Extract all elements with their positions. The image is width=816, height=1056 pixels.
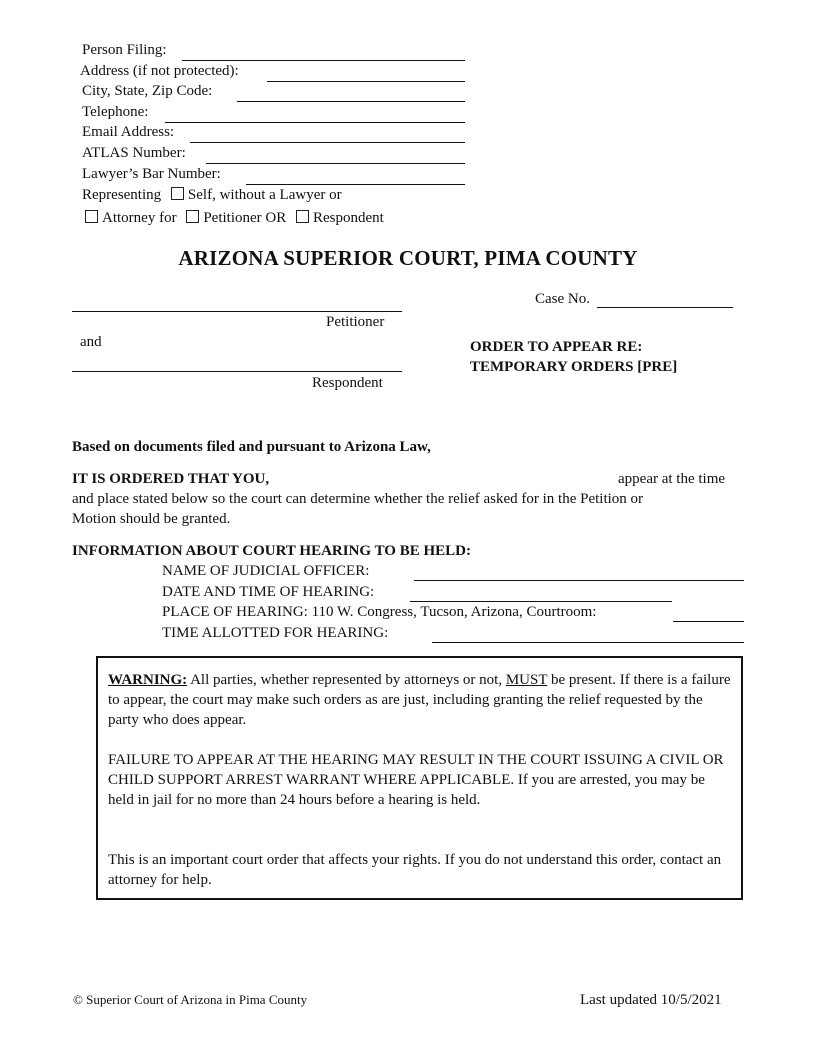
respondent-caption: Respondent — [312, 375, 383, 391]
self-checkbox[interactable] — [171, 187, 184, 200]
appear-text: appear at the time — [618, 471, 726, 487]
respondent-label: Respondent — [312, 210, 384, 226]
must-text: MUST — [505, 672, 548, 688]
respondent-name-field[interactable] — [72, 371, 402, 372]
warning-label: WARNING: — [108, 672, 188, 688]
respondent-checkbox[interactable] — [296, 210, 309, 223]
city-label: City, State, Zip Code: — [82, 83, 213, 99]
body-line-2: and place stated below so the court can determine whether the relief asked for in the Petition or — [72, 491, 644, 507]
judicial-officer-label: NAME OF JUDICIAL OFFICER: — [162, 563, 370, 579]
telephone-field[interactable] — [165, 122, 465, 123]
party-row — [85, 210, 384, 227]
case-no-label: Case No. — [535, 291, 590, 307]
person-filing-label: Person Filing: — [82, 42, 167, 58]
self-label: Self, without a Lawyer or — [187, 187, 342, 203]
warning-text-a: All parties, whether represented by attorneys or not, — [187, 672, 506, 688]
based-on-text: Based on documents filed and pursuant to Arizona Law, — [72, 439, 431, 455]
footer-updated: Last updated 10/5/2021 — [580, 992, 722, 1008]
time-allotted-field[interactable] — [432, 642, 744, 643]
footer-copyright: © Superior Court of Arizona in Pima County — [73, 992, 308, 1007]
bar-number-label: Lawyer’s Bar Number: — [82, 166, 221, 182]
body-line-3: Motion should be granted. — [72, 511, 231, 527]
email-label: Email Address: — [82, 124, 175, 140]
city-field[interactable] — [237, 101, 465, 102]
place-label: PLACE OF HEARING: 110 W. Congress, Tucson, Arizona, Courtroom: — [162, 604, 597, 620]
court-title: ARIZONA SUPERIOR COURT, PIMA COUNTY — [178, 246, 638, 270]
atlas-field[interactable] — [206, 163, 465, 164]
hearing-heading: INFORMATION ABOUT COURT HEARING TO BE HELD: — [72, 543, 471, 559]
representing-row — [82, 187, 342, 204]
person-filing-field[interactable] — [182, 60, 465, 61]
date-time-label: DATE AND TIME OF HEARING: — [162, 584, 375, 600]
warning-paragraph-2: FAILURE TO APPEAR AT THE HEARING MAY RESULT IN THE COURT ISSUING A CIVIL OR CHILD SUPPORT ARREST WARRANT WHERE APPLICABLE. If you are arrested, you may be held in jail for no more than 24 hours before a hearing is held. — [108, 752, 724, 808]
address-label: Address (if not protected): — [80, 63, 239, 79]
time-allotted-label: TIME ALLOTTED FOR HEARING: — [162, 625, 389, 641]
doc-title-line2: TEMPORARY ORDERS [PRE] — [470, 359, 678, 375]
warning-text-b: be present. If there is a failure to appear, the court may make such orders as are just, including granting the relief requested by the party who does appear. — [108, 672, 731, 728]
courtroom-field[interactable] — [673, 621, 744, 622]
and-text: and — [80, 334, 102, 350]
petitioner-name-field[interactable] — [72, 311, 402, 312]
petitioner-label: Petitioner OR — [203, 210, 287, 226]
warning-box — [96, 656, 743, 900]
warning-paragraph-3: This is an important court order that affects your rights. If you do not understand this order, contact an attorney for help. — [108, 852, 722, 888]
attorney-checkbox[interactable] — [85, 210, 98, 223]
atlas-label: ATLAS Number: — [82, 145, 186, 161]
petitioner-caption: Petitioner — [326, 314, 385, 330]
telephone-label: Telephone: — [82, 104, 149, 120]
petitioner-checkbox[interactable] — [186, 210, 199, 223]
attorney-label: Attorney for — [102, 210, 177, 226]
case-no-field[interactable] — [597, 307, 733, 308]
ordered-text: IT IS ORDERED THAT YOU, — [72, 471, 270, 487]
address-field[interactable] — [267, 81, 465, 82]
doc-title-line1: ORDER TO APPEAR RE: — [470, 339, 643, 355]
warning-paragraph-1 — [108, 670, 733, 730]
date-time-field[interactable] — [410, 601, 672, 602]
email-field[interactable] — [190, 142, 465, 143]
judicial-officer-field[interactable] — [414, 580, 744, 581]
bar-number-field[interactable] — [246, 184, 465, 185]
representing-label: Representing — [82, 187, 162, 203]
